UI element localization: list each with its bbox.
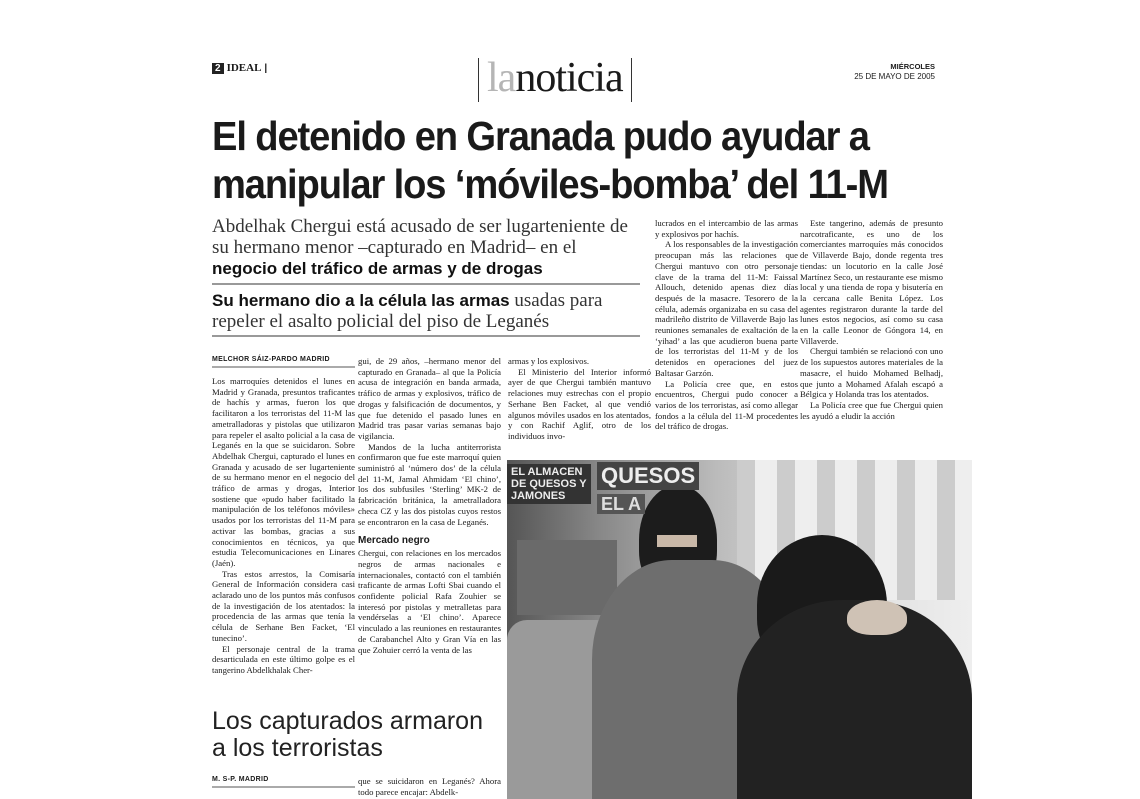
divider	[212, 283, 640, 285]
byline: MELCHOR SÁIZ-PARDO MADRID	[212, 356, 355, 368]
deck-2	[212, 290, 640, 332]
paragraph: La Policía cree que, en estos encuentros, Chergui pudo conocer a varios de los terroristas, así como allegar fondos a la célula del 11-M procedentes del tráfico de drogas.	[655, 378, 798, 432]
deck-1	[212, 216, 640, 279]
divider	[212, 335, 640, 337]
secondary-headline	[212, 708, 483, 762]
headline-line-2: manipular los ‘móviles-bomba’ del 11-M	[212, 161, 888, 207]
column-3	[508, 356, 651, 442]
date: 25 DE MAYO DE 2005	[854, 72, 935, 81]
paragraph: Los marroquíes detenidos el lunes en Madrid y Granada, presuntos traficantes de hachís y armas, fueron los que facilitaron a los terroristas del 11-M las ametralladoras y pistolas que utilizaron para repeler el asalto policial a la casa de Leganés en la que se suicidaron. Sobre Abdelhak Chergui, capturado el lunes en Granada y acusado de ser lugarteniente de su hermano menor en el negocio del tráfico de armas y drogas, Interior sostiene que «pudo haber facilitado la manipulación de los teléfonos móviles» usados por los terroristas del 11-M para activar las bombas, gracias a sus conocimientos en técnicos, ya que estudia Telecomunicaciones en Linares (Jaén).	[212, 376, 355, 568]
paragraph: armas y los explosivos.	[508, 356, 590, 366]
column-4	[655, 218, 798, 432]
paragraph: Chergui también se relacionó con uno de los supuestos autores materiales de la masacre, el huido Mohamed Belhadj, que junto a Mohamed Afalah escapó a Bélgica y Holanda tras los atentados.	[800, 346, 943, 400]
headline-line-1: El detenido en Granada pudo ayudar a	[212, 113, 869, 159]
mask-eye-opening	[657, 535, 697, 547]
byline: M. S-P. MADRID	[212, 776, 355, 788]
secondary-headline-line-2: a los terroristas	[212, 734, 383, 762]
column-1	[212, 356, 355, 676]
section-prefix: la	[487, 55, 516, 101]
deck-1-bold: negocio del tráfico de armas y de drogas	[212, 259, 543, 278]
paragraph: Mandos de la lucha antiterrorista confirmaron que fue este marroquí quien suministró al ‘número dos’ de la célula del 11-M, Jamal Ahmidam ‘El chino’, los dos subfusiles ‘Sterling’ MK-2 de fabricación británica, la ametralladora checa CZ y las dos pistolas cuyos restos se encontraron en la casa de Leganés.	[358, 441, 501, 527]
column-5	[800, 218, 943, 421]
deck-2-bold: Su hermano dio a la célula las armas	[212, 291, 510, 310]
page-folio	[212, 62, 267, 74]
paragraph: Chergui, con relaciones en los mercados negros de armas nacionales e internacionales, contactó con el también traficante de armas Lofti Sbai cuando el confidente policial Rafa Zouhier se interesó por pistolas y metralletas para vendérselas a ‘El chino’. Aparece vinculado a las reuniones en restaurantes de Carabanchel Alto y Gran Vía en las que Zohuier cerró la venta de las	[358, 548, 501, 655]
paragraph: La Policía cree que fue Chergui quien les ayudó a eludir la acción	[800, 399, 943, 421]
paragraph: Este tangerino, además de presunto narcotraficante, es uno de los comerciantes marroquíes más conocidos de Villaverde Bajo, donde regenta tres tiendas: un locutorio en la calle José Martínez Seco, un restaurante ese mismo local y una tienda de ropa y bisutería en la cercana calle Benita López. Los agentes registraron durante la tarde del lunes estos negocios, así como su casa en la calle Leonor de Góngora 14, en Villaverde.	[800, 218, 943, 346]
paragraph: que se suicidaron en Leganés? Ahora todo parece encajar: Abdelk-	[358, 776, 501, 797]
paragraph: El Ministerio del Interior informó ayer de que Chergui también mantuvo relaciones muy estrechas con el propio Serhane Ben Facket, al que vendió algunos móviles usados en los atentados, y con Rachif Aglif, otro de los individuos invo-	[508, 366, 651, 441]
store-sign: EL ALMACEN DE QUESOS Y JAMONES	[507, 464, 591, 504]
hand	[847, 600, 907, 635]
section-name: noticia	[515, 55, 623, 101]
folio-divider: |	[264, 62, 268, 74]
store-sign: QUESOS	[597, 462, 699, 490]
storefront	[517, 540, 617, 615]
page-number: 2	[212, 63, 224, 74]
paragraph: A los responsables de la investigación preocupan más las relaciones que Chergui mantuvo con otro personaje clave de la trama del 11-M: Faissal Allouch, detenido apenas diez días después de la masacre. Tesorero de la célula, además organizaba en su casa del madrileño distrito de Villaverde Bajo las reuniones semanales de exaltación de la ‘yihad’ a las que acudieron buena parte de los terroristas del 11-M y de los detenidos en operaciones del juez Baltasar Garzón.	[655, 239, 798, 378]
secondary-headline-line-1: Los capturados armaron	[212, 707, 483, 735]
paragraph: lucrados en el intercambio de las armas y explosivos por hachís.	[655, 218, 798, 239]
deck-2-text: usadas para repeler el asalto policial del piso de Leganés	[212, 290, 603, 332]
story2-column	[358, 776, 501, 797]
paragraph: El personaje central de la trama desarticulada en este último golpe es el tangerino Abdelkhalak Cher-	[212, 643, 355, 675]
weekday: MIÉRCOLES	[890, 62, 935, 71]
subheading: Mercado negro	[358, 535, 430, 547]
issue-date	[854, 62, 935, 82]
paragraph: gui, de 29 años, –hermano menor del capturado en Granada– al que la Policía acusa de integración en banda armada, tráfico de armas y explosivos, tráfico de drogas y falsificación de documentos, y que fue detenido el pasado lunes en Madrid tras pasar varias semanas bajo vigilancia.	[358, 356, 501, 441]
paragraph: Tras estos arrestos, la Comisaría General de Información considera casi aclarado uno de los puntos más confusos de la investigación de los atentados: la procedencia de las armas que tenía la célula de Serhane Ben Facket, ‘El tunecino’.	[212, 568, 355, 643]
news-photo-arrest	[507, 460, 972, 799]
section-title	[478, 55, 632, 102]
deck-1-text: Abdelhak Chergui está acusado de ser lugarteniente de su hermano menor –capturado en Madrid– en el	[212, 216, 628, 258]
newspaper-brand: IDEAL	[226, 62, 262, 74]
store-sign: EL A	[597, 494, 645, 514]
main-headline	[212, 112, 900, 208]
column-2	[358, 356, 501, 655]
